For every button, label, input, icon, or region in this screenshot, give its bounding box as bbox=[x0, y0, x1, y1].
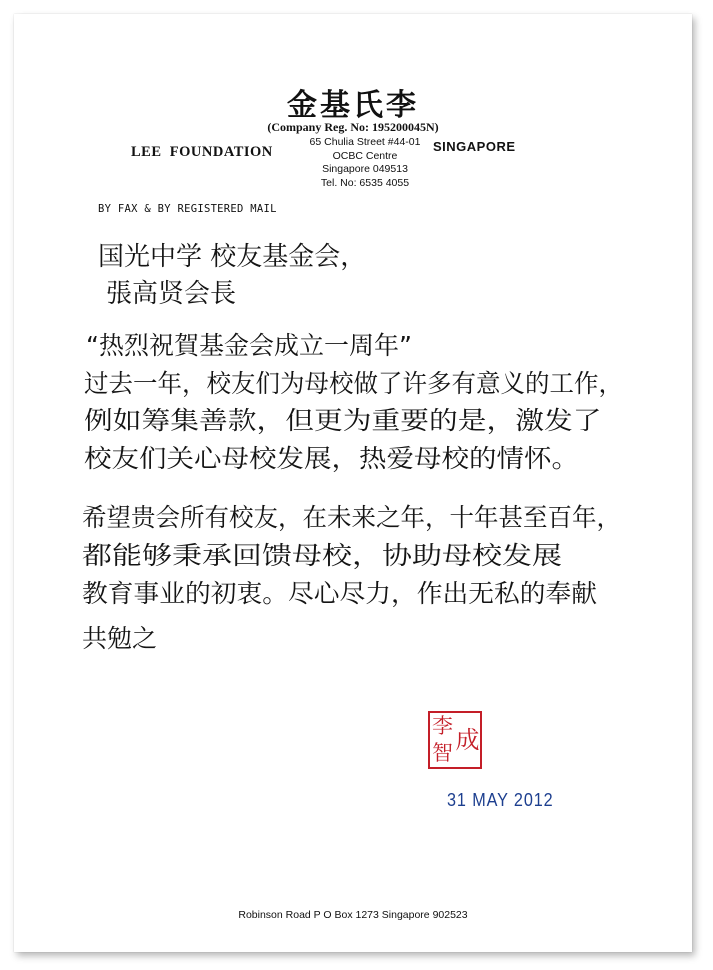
letter-page bbox=[14, 14, 692, 952]
red-seal-stamp bbox=[428, 711, 482, 769]
letter-line: 过去一年，校友们为母校做了许多有意义的工作， bbox=[84, 369, 624, 398]
letter-line: 校友们关心母校发展，热爱母校的情怀。 bbox=[84, 444, 580, 473]
foundation-logo-text: 金基氏李 bbox=[287, 88, 419, 123]
letter-line: “热烈祝賀基金会成立一周年” bbox=[86, 331, 412, 360]
footer-address: Robinson Road P O Box 1273 Singapore 902523 bbox=[238, 909, 468, 921]
company-registration: (Company Reg. No: 195200045N) bbox=[267, 120, 439, 134]
seal-char: 成 bbox=[455, 726, 480, 754]
delivery-note: BY FAX & BY REGISTERED MAIL bbox=[98, 203, 277, 215]
letter-line: 例如筹集善款，但更为重要的是，激发了 bbox=[84, 406, 602, 435]
address-line: Tel. No: 6535 4055 bbox=[320, 176, 410, 189]
address-block bbox=[288, 136, 442, 190]
organization-name: LEE FOUNDATION bbox=[131, 144, 273, 160]
salutation-line: 国光中学 校友基金会， bbox=[98, 242, 367, 272]
country-label: SINGAPORE bbox=[433, 139, 516, 154]
date-stamp: 31 MAY 2012 bbox=[447, 790, 554, 810]
address-line: Singapore 049513 bbox=[322, 163, 408, 175]
seal-char: 智 bbox=[432, 741, 453, 765]
address-line: OCBC Centre bbox=[332, 149, 398, 162]
seal-char: 李 bbox=[432, 714, 453, 738]
letter-line: 共勉之 bbox=[82, 624, 158, 653]
salutation-line: 張高贤会長 bbox=[106, 279, 237, 309]
letter-line: 教育事业的初衷。尽心尽力，作出无私的奉献 bbox=[82, 579, 598, 608]
letter-line: 希望贵会所有校友，在未来之年，十年甚至百年， bbox=[82, 503, 622, 532]
address-line: 65 Chulia Street #44-01 bbox=[309, 136, 421, 148]
letter-line: 都能够秉承回馈母校，协助母校发展 bbox=[82, 541, 563, 570]
